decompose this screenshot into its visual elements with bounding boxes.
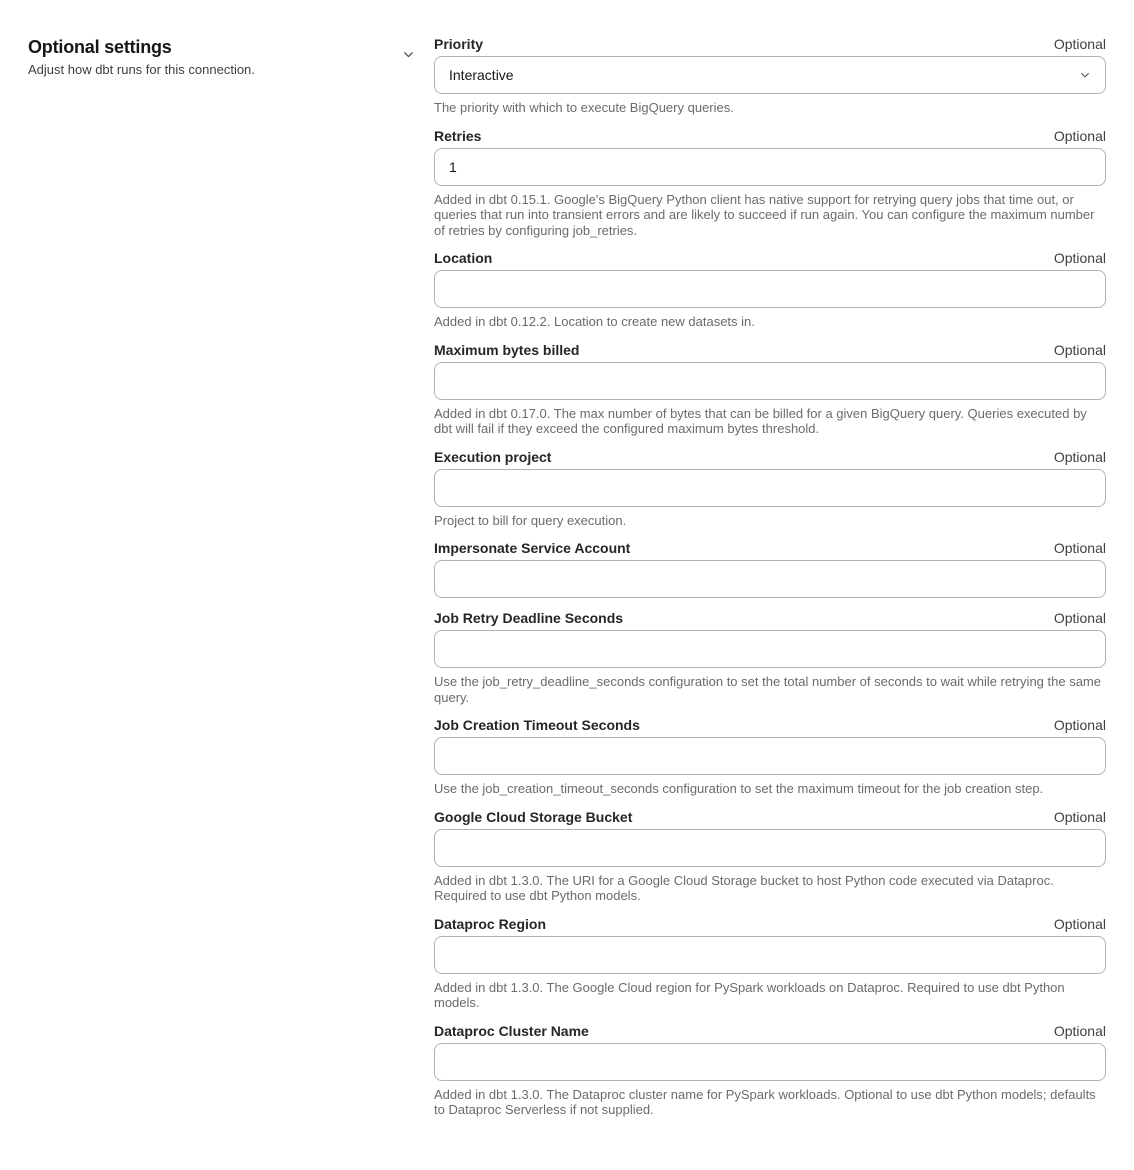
job-creation-timeout-seconds-input[interactable]: [434, 737, 1106, 775]
field-label: Priority: [434, 36, 484, 52]
field-label-row: [434, 1023, 1106, 1040]
google-cloud-storage-bucket-input[interactable]: [434, 829, 1106, 867]
field-label: Location: [434, 250, 493, 266]
optional-badge: Optional: [1053, 127, 1106, 144]
field-label: Dataproc Cluster Name: [434, 1022, 589, 1039]
retries-input[interactable]: [434, 148, 1106, 186]
optional-badge: Optional: [1053, 540, 1106, 556]
field-impersonate-service-account: [434, 540, 1106, 598]
field-label-row: [434, 610, 1106, 627]
collapse-section-button[interactable]: [400, 46, 416, 62]
field-help-text: Use the job_retry_deadline_seconds configuration to set the total number of seconds to wait while retrying the same query.: [434, 674, 1101, 705]
optional-badge: Optional: [1053, 448, 1106, 465]
maximum-bytes-billed-input[interactable]: [434, 362, 1106, 400]
field-retries: [434, 128, 1106, 239]
field-location: [434, 250, 1106, 330]
field-label: Execution project: [434, 448, 552, 465]
section-title: Optional settings: [28, 37, 172, 57]
field-help-text: Added in dbt 1.3.0. The Dataproc cluster name for PySpark workloads. Optional to use dbt Python models; defaults to Dataproc Serverless if not supplied.: [434, 1086, 1096, 1117]
optional-badge: Optional: [1053, 808, 1106, 825]
field-help-text: Added in dbt 1.3.0. The Google Cloud region for PySpark workloads on Dataproc. Required to use dbt Python models.: [434, 979, 1065, 1010]
field-help-text: Added in dbt 0.17.0. The max number of bytes that can be billed for a given BigQuery query. Queries executed by dbt will fail if they exceed the configured maximum bytes threshold.: [434, 405, 1087, 436]
section-description: Adjust how dbt runs for this connection.: [28, 62, 255, 77]
optional-badge: Optional: [1053, 610, 1106, 626]
chevron-down-icon: [402, 48, 415, 61]
field-label-row: [434, 717, 1106, 734]
field-help-text: Added in dbt 0.12.2. Location to create new datasets in.: [434, 314, 755, 329]
optional-badge: Optional: [1053, 341, 1106, 358]
field-label: Maximum bytes billed: [434, 341, 580, 358]
field-label: Google Cloud Storage Bucket: [434, 808, 633, 825]
optional-badge: Optional: [1053, 36, 1106, 52]
field-help-text: Use the job_creation_timeout_seconds configuration to set the maximum timeout for the job creation step.: [434, 781, 1044, 796]
field-help-text: Project to bill for query execution.: [434, 512, 627, 528]
field-maximum-bytes-billed: [434, 342, 1106, 437]
field-label-row: [434, 250, 1106, 267]
field-label: Retries: [434, 127, 482, 144]
field-label-row: [434, 809, 1106, 826]
impersonate-service-account-input[interactable]: [434, 560, 1106, 598]
field-help-text: Added in dbt 1.3.0. The URI for a Google Cloud Storage bucket to host Python code executed via Dataproc. Required to use dbt Python models.: [434, 872, 1054, 903]
select-value: Interactive: [449, 67, 514, 83]
dataproc-region-input[interactable]: [434, 936, 1106, 974]
field-priority: [434, 36, 1106, 116]
field-label-row: [434, 540, 1106, 557]
settings-form: [434, 36, 1106, 1130]
priority-select[interactable]: [434, 56, 1106, 94]
field-label: Dataproc Region: [434, 915, 547, 932]
field-execution-project: [434, 449, 1106, 529]
field-google-cloud-storage-bucket: [434, 809, 1106, 904]
field-dataproc-region: [434, 916, 1106, 1011]
field-help-text: The priority with which to execute BigQuery queries.: [434, 100, 734, 115]
field-label-row: [434, 449, 1106, 466]
field-label-row: [434, 36, 1106, 53]
optional-badge: Optional: [1053, 915, 1106, 932]
chevron-down-icon: [1079, 69, 1091, 81]
optional-badge: Optional: [1053, 717, 1106, 733]
optional-settings-header: [28, 36, 434, 78]
field-label: Job Creation Timeout Seconds: [434, 717, 640, 733]
field-label-row: [434, 128, 1106, 145]
job-retry-deadline-seconds-input[interactable]: [434, 630, 1106, 668]
execution-project-input[interactable]: [434, 469, 1106, 507]
field-job-retry-deadline-seconds: [434, 610, 1106, 705]
optional-badge: Optional: [1053, 250, 1106, 266]
field-label-row: [434, 342, 1106, 359]
field-label-row: [434, 916, 1106, 933]
location-input[interactable]: [434, 270, 1106, 308]
field-dataproc-cluster-name: [434, 1023, 1106, 1118]
dataproc-cluster-name-input[interactable]: [434, 1043, 1106, 1081]
field-label: Job Retry Deadline Seconds: [434, 610, 624, 626]
field-label: Impersonate Service Account: [434, 540, 631, 556]
optional-badge: Optional: [1053, 1022, 1106, 1039]
field-help-text: Added in dbt 0.15.1. Google's BigQuery Python client has native support for retrying query jobs that time out, or queries that run into transient errors and are likely to succeed if run again. You can configure the maximum number of retries by configuring job_retries.: [434, 191, 1095, 238]
field-job-creation-timeout-seconds: [434, 717, 1106, 797]
